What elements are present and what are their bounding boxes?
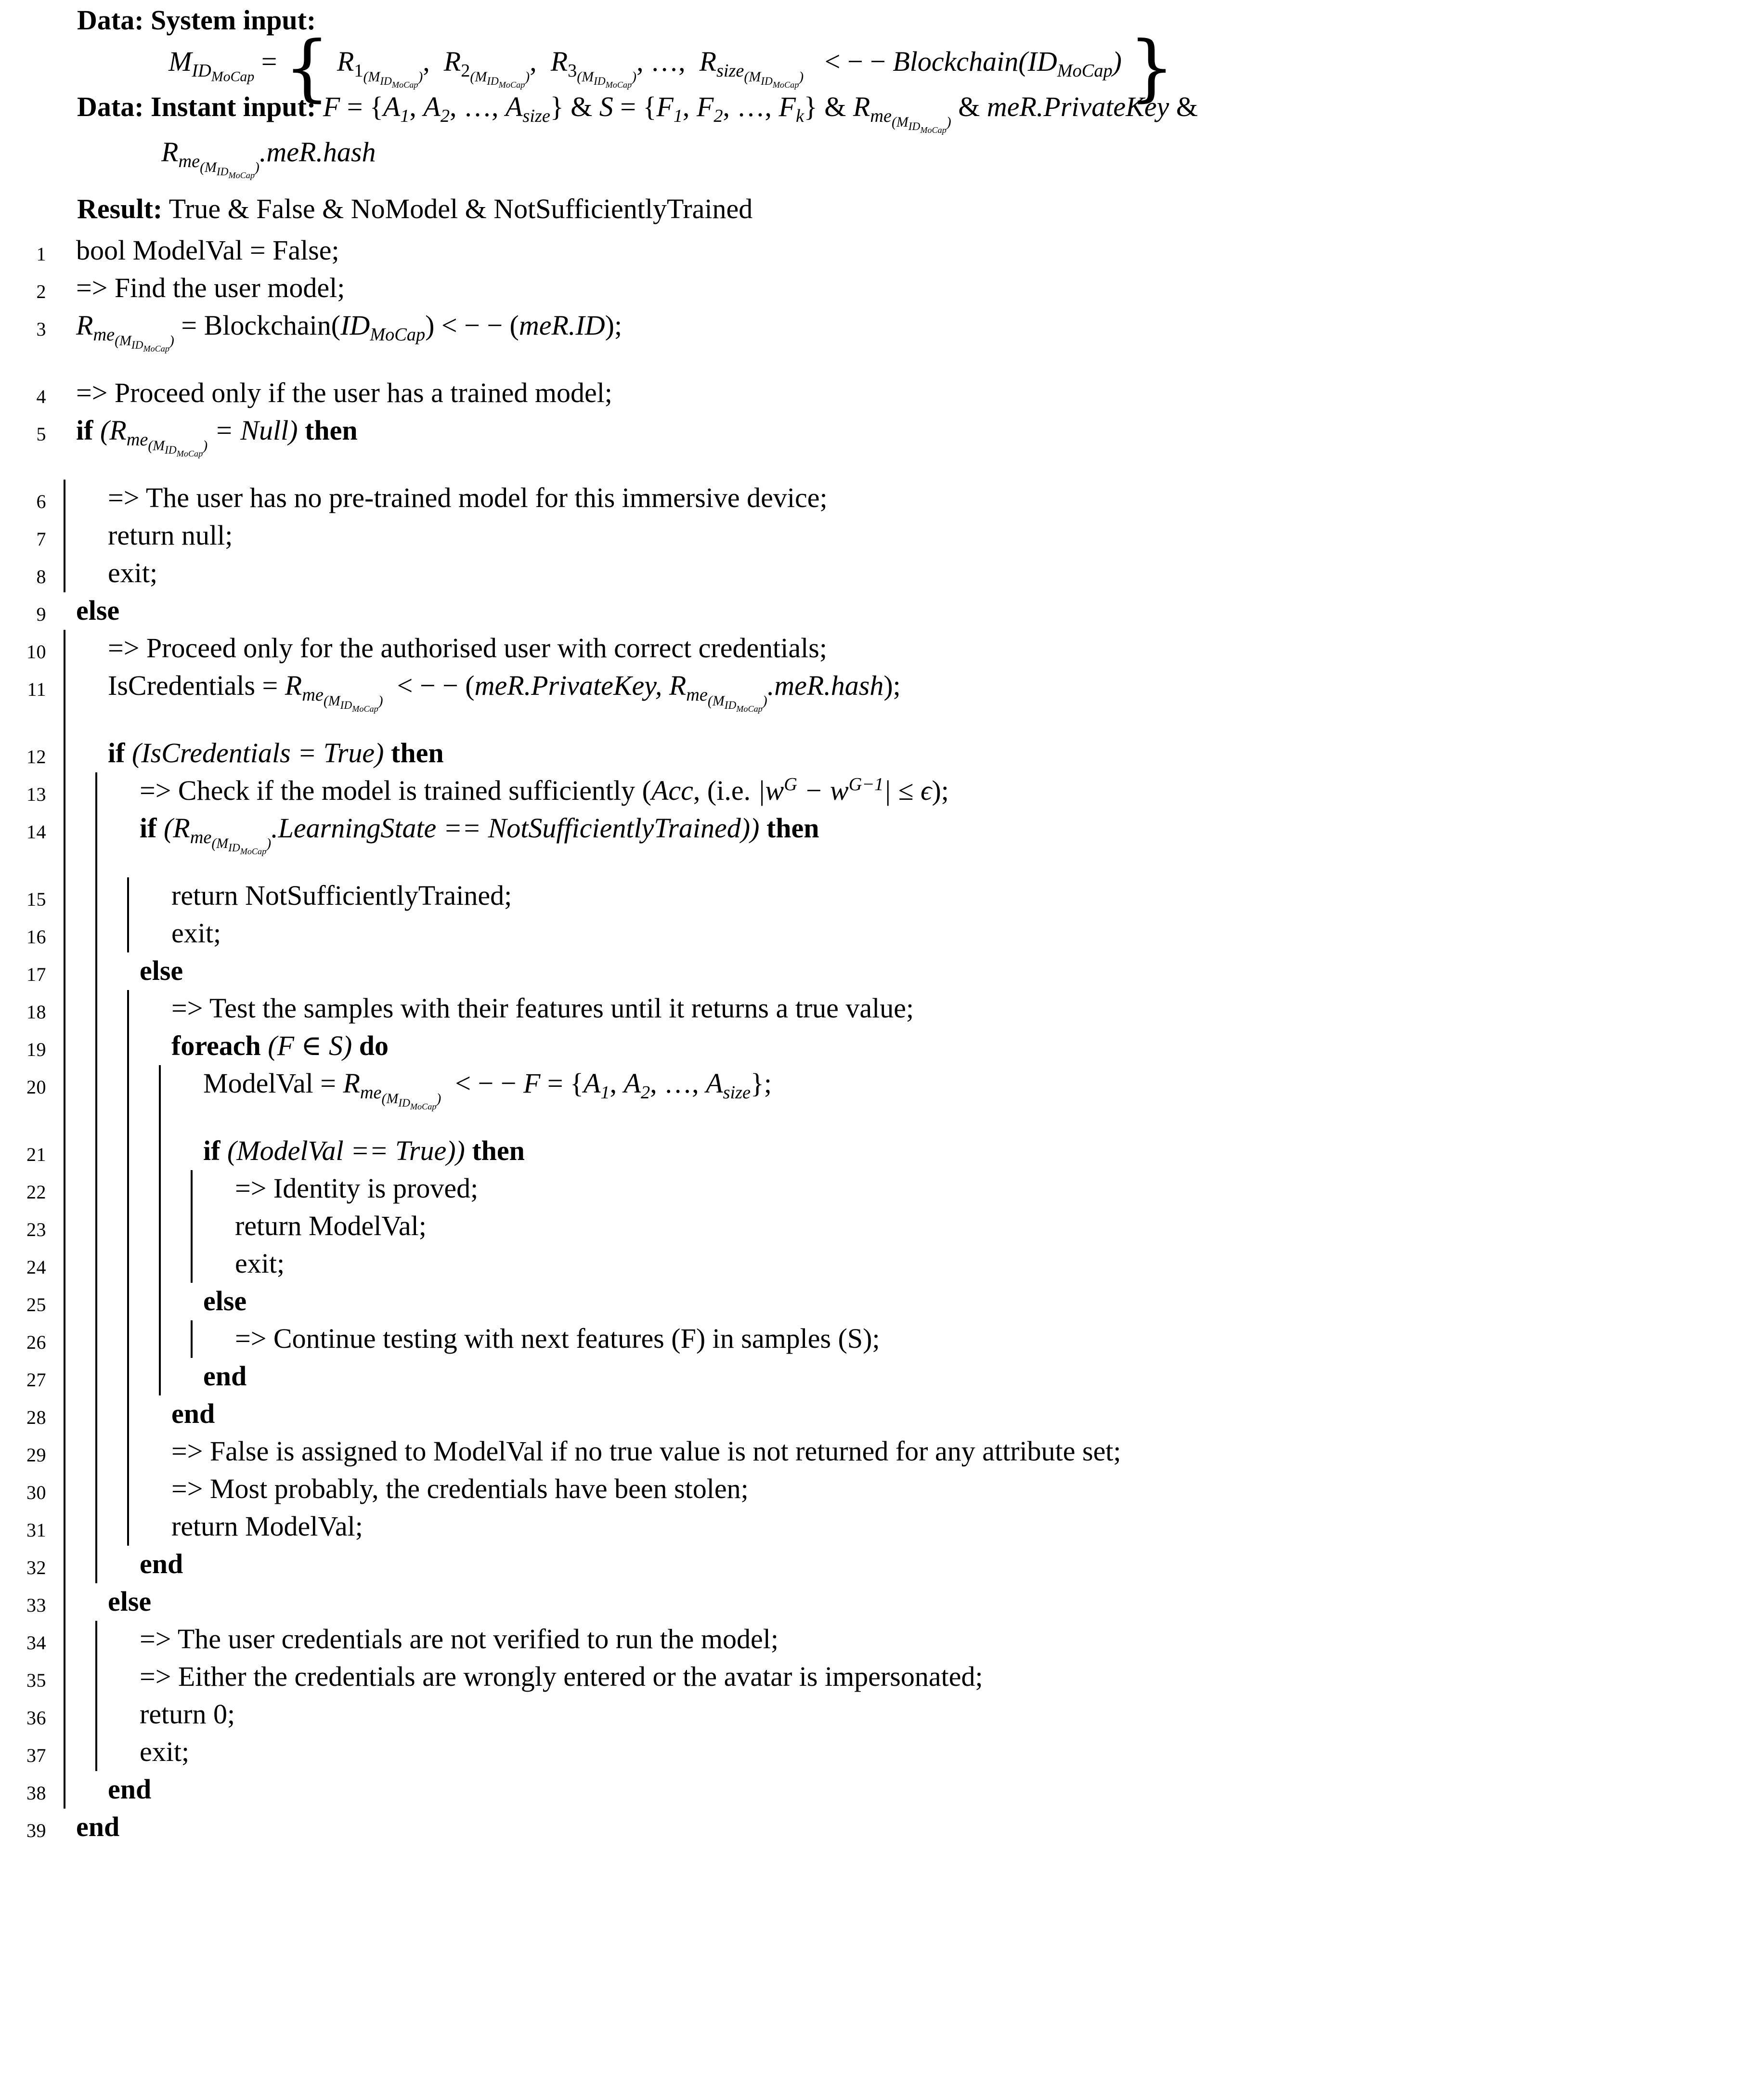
line-number: 20 bbox=[26, 1076, 46, 1098]
line-code bbox=[95, 1583, 1764, 1618]
line-number: 21 bbox=[26, 1144, 46, 1166]
indent-rail bbox=[64, 1696, 95, 1733]
false-assigned-text: False is assigned to ModelVal if no true value is not returned for any attribute set; bbox=[209, 1435, 1121, 1467]
line-number: 38 bbox=[26, 1782, 46, 1804]
algorithm-lines bbox=[0, 232, 1764, 1846]
line-number: 22 bbox=[26, 1181, 46, 1203]
arrow-glyph: => bbox=[171, 992, 203, 1024]
line-number: 39 bbox=[26, 1820, 46, 1842]
table-row bbox=[0, 810, 1764, 877]
table-row bbox=[0, 1433, 1764, 1471]
indent-rail bbox=[191, 1208, 222, 1245]
return-modelval-text: return ModelVal; bbox=[235, 1210, 427, 1242]
line-code: if (ModelVal == True)) then bbox=[203, 1135, 525, 1167]
kw-else: else bbox=[108, 1586, 152, 1617]
indent-rail bbox=[191, 1320, 222, 1358]
indent-rail bbox=[127, 1028, 159, 1065]
indent-rail bbox=[95, 1546, 127, 1583]
table-row bbox=[0, 877, 1764, 915]
line-number: 14 bbox=[26, 821, 46, 843]
result-line bbox=[77, 192, 1764, 226]
indent-rail bbox=[159, 1065, 191, 1133]
indent-rail bbox=[95, 810, 127, 877]
indent-rail bbox=[95, 1245, 127, 1283]
blockchain-text: Blockchain bbox=[204, 309, 331, 341]
line-code bbox=[95, 517, 1764, 552]
identity-proved-text: Identity is proved; bbox=[273, 1173, 479, 1204]
indent-rail bbox=[159, 1320, 191, 1358]
kw-else: else bbox=[76, 594, 120, 626]
result-text: True & False & NoModel & NotSufficientlyTrained bbox=[169, 193, 753, 224]
mer-id-text: meR.ID bbox=[519, 309, 605, 341]
indent-rail bbox=[95, 1208, 127, 1245]
arrow-glyph: => bbox=[140, 775, 171, 806]
indent-rail bbox=[95, 1358, 127, 1395]
table-row bbox=[0, 555, 1764, 592]
table-row bbox=[0, 232, 1764, 270]
table-row bbox=[0, 1028, 1764, 1065]
indent-rail bbox=[64, 1358, 95, 1395]
table-row bbox=[0, 1771, 1764, 1809]
indent-rail bbox=[95, 1133, 127, 1170]
indent-rail bbox=[64, 1320, 95, 1358]
kw-do: do bbox=[359, 1030, 389, 1062]
table-row bbox=[0, 270, 1764, 307]
table-row bbox=[0, 1621, 1764, 1658]
acc-word: Acc bbox=[651, 775, 693, 806]
line-number: 15 bbox=[26, 888, 46, 911]
line-code bbox=[159, 1395, 1764, 1430]
data-instant-input-continuation: $R_{me_{(M_{ID_{MoCap}})}}.meR.hash$ bbox=[161, 136, 376, 180]
indent-rail bbox=[64, 1065, 95, 1133]
indent-rail bbox=[95, 877, 127, 915]
kw-then: then bbox=[391, 737, 444, 769]
data-title-instant: Instant input: bbox=[151, 91, 316, 122]
modelval-text: ModelVal bbox=[203, 1068, 313, 1099]
line-code: foreach (F ∈ S) do bbox=[171, 1030, 389, 1062]
arrow-glyph: => bbox=[235, 1173, 267, 1204]
line-code bbox=[191, 1283, 1764, 1317]
table-row bbox=[0, 1809, 1764, 1846]
kw-then: then bbox=[305, 414, 358, 446]
check-trained-text: Check if the model is trained sufficiently ( bbox=[178, 775, 651, 806]
line-number: 6 bbox=[36, 490, 46, 512]
table-row bbox=[0, 772, 1764, 810]
null-word: Null bbox=[240, 414, 289, 446]
table-row bbox=[0, 1065, 1764, 1133]
line-number: 1 bbox=[36, 243, 46, 265]
line-code bbox=[222, 1245, 1764, 1280]
line-number: 29 bbox=[26, 1444, 46, 1466]
line-code bbox=[222, 1208, 1764, 1242]
kw-else: else bbox=[203, 1285, 247, 1317]
indent-rail bbox=[127, 1508, 159, 1546]
indent-rail bbox=[95, 1621, 127, 1658]
line-code: $R_{me_{(M_{ID_{MoCap}})}}$ = $Blockchain(ID_{MoCap})$ < − − (meR.ID); bbox=[76, 309, 623, 353]
line-number: 11 bbox=[27, 678, 46, 700]
indent-rail bbox=[64, 1283, 95, 1320]
data-title-system: System input: bbox=[151, 4, 316, 36]
indent-rail bbox=[95, 1696, 127, 1733]
line-code bbox=[159, 1471, 1764, 1505]
indent-rail bbox=[95, 1395, 127, 1433]
creds-wrong-text: Either the credentials are wrongly entered or the avatar is impersonated; bbox=[178, 1661, 983, 1693]
kw-then: then bbox=[766, 812, 819, 844]
line-code bbox=[64, 375, 1764, 409]
indent-rail bbox=[95, 952, 127, 990]
modelval-cond: ModelVal bbox=[236, 1135, 344, 1167]
table-row bbox=[0, 1471, 1764, 1508]
table-row bbox=[0, 735, 1764, 772]
arrow-glyph: => bbox=[140, 1661, 171, 1693]
indent-rail bbox=[127, 1395, 159, 1433]
indent-rail bbox=[64, 810, 95, 877]
learningstate-text: .LearningState bbox=[271, 812, 437, 844]
arrow-glyph: => bbox=[76, 272, 108, 303]
proceed-authorised-text: Proceed only for the authorised user with correct credentials; bbox=[146, 632, 827, 664]
table-row bbox=[0, 480, 1764, 517]
mer-hash-text: meR.hash bbox=[774, 669, 884, 701]
kw-then: then bbox=[472, 1135, 525, 1167]
line-number: 7 bbox=[36, 528, 46, 550]
table-row bbox=[0, 592, 1764, 630]
kw-end: end bbox=[76, 1811, 120, 1843]
line-number: 16 bbox=[26, 926, 46, 948]
line-number: 5 bbox=[36, 423, 46, 445]
line-number: 37 bbox=[26, 1745, 46, 1767]
result-label: Result: bbox=[77, 193, 163, 224]
line-number: 13 bbox=[26, 783, 46, 805]
table-row bbox=[0, 990, 1764, 1028]
line-number: 2 bbox=[36, 280, 46, 302]
indent-rail bbox=[64, 1028, 95, 1065]
indent-rail bbox=[191, 1170, 222, 1208]
indent-rail bbox=[95, 1028, 127, 1065]
table-row bbox=[0, 630, 1764, 667]
indent-rail bbox=[159, 1283, 191, 1320]
indent-rail bbox=[64, 735, 95, 772]
indent-rail bbox=[127, 1433, 159, 1471]
table-row bbox=[0, 517, 1764, 555]
kw-end: end bbox=[171, 1398, 215, 1430]
indent-rail bbox=[64, 1395, 95, 1433]
line-code bbox=[64, 592, 1764, 627]
line-number: 19 bbox=[26, 1039, 46, 1061]
line-code: IsCredentials = $R_{me_{(M_{ID_{MoCap}})}}$ < − − (meR.PrivateKey, $R_{me_{(M_{ID_{MoCap}})}}.meR.hash$); bbox=[108, 669, 901, 714]
line-code bbox=[64, 1809, 1764, 1843]
indent-rail bbox=[127, 915, 159, 952]
table-row bbox=[0, 1546, 1764, 1583]
line-number: 26 bbox=[26, 1331, 46, 1354]
table-row bbox=[0, 1696, 1764, 1733]
indent-rail bbox=[95, 1320, 127, 1358]
line-number: 10 bbox=[26, 640, 46, 663]
kw-foreach: foreach bbox=[171, 1030, 261, 1062]
arrow-glyph: => bbox=[140, 1623, 171, 1655]
line-code bbox=[159, 915, 1764, 950]
line-code: if ($R_{me_{(M_{ID_{MoCap}})}}$ = Null) then bbox=[76, 414, 358, 458]
indent-rail bbox=[159, 1245, 191, 1283]
indent-rail bbox=[127, 1283, 159, 1320]
table-row bbox=[0, 1733, 1764, 1771]
test-samples-text: Test the samples with their features until it returns a true value; bbox=[209, 992, 914, 1024]
indent-rail bbox=[127, 1358, 159, 1395]
indent-rail bbox=[95, 1733, 127, 1771]
most-probably-text: Most probably, the credentials have been stolen; bbox=[209, 1473, 749, 1505]
line-number: 31 bbox=[26, 1519, 46, 1541]
line-code bbox=[127, 1733, 1764, 1768]
exit-text: exit; bbox=[140, 1736, 190, 1768]
ie-word: , (i.e. bbox=[693, 775, 758, 806]
bool-modelval-text: bool ModelVal = False; bbox=[76, 234, 339, 266]
table-row bbox=[0, 1245, 1764, 1283]
nst-word: NotSufficientlyTrained bbox=[488, 812, 741, 844]
indent-rail bbox=[95, 915, 127, 952]
indent-rail bbox=[95, 1170, 127, 1208]
line-number: 32 bbox=[26, 1557, 46, 1579]
line-number: 24 bbox=[26, 1256, 46, 1278]
line-number: 23 bbox=[26, 1219, 46, 1241]
kw-if: if bbox=[108, 737, 125, 769]
line-code bbox=[95, 555, 1764, 589]
indent-rail bbox=[64, 1508, 95, 1546]
indent-rail bbox=[95, 1283, 127, 1320]
kw-if: if bbox=[203, 1135, 220, 1167]
iscredentials-cond: IsCredentials bbox=[141, 737, 291, 769]
line-code bbox=[95, 630, 1764, 665]
indent-rail bbox=[95, 1065, 127, 1133]
kw-end: end bbox=[203, 1360, 247, 1392]
table-row bbox=[0, 412, 1764, 480]
line-code bbox=[127, 1546, 1764, 1580]
indent-rail bbox=[159, 1133, 191, 1170]
continue-testing-text: Continue testing with next features (F) in samples (S); bbox=[273, 1323, 880, 1355]
line-number: 3 bbox=[36, 318, 46, 340]
line-number: 30 bbox=[26, 1482, 46, 1504]
line-code bbox=[159, 1508, 1764, 1543]
line-number: 12 bbox=[26, 746, 46, 768]
kw-else: else bbox=[140, 955, 183, 987]
indent-rail bbox=[127, 1471, 159, 1508]
exit-text: exit; bbox=[235, 1248, 285, 1279]
line-number: 25 bbox=[26, 1294, 46, 1316]
system-input-equation: $M_{ID_{MoCap}}$ = { $R_{1_{(M_{ID_{MoCap}})}}$, $R_{2_{(M_{ID_{MoCap}})}}$, $R_{3_{(M_{ID_{MoCap}})}}$, …, $R_{size_{(M_{ID_{MoCap}})}}$ < − − $Blockchain(ID_{MoCap})$ } bbox=[169, 26, 1175, 110]
kw-if: if bbox=[140, 812, 157, 844]
indent-rail bbox=[64, 952, 95, 990]
mer-privatekey-text: meR.PrivateKey bbox=[474, 669, 655, 701]
no-pretrained-text: The user has no pre-trained model for this immersive device; bbox=[145, 482, 828, 513]
indent-rail bbox=[127, 1208, 159, 1245]
line-number: 18 bbox=[26, 1001, 46, 1023]
indent-rail bbox=[95, 772, 127, 810]
indent-rail bbox=[64, 990, 95, 1028]
indent-rail bbox=[64, 1245, 95, 1283]
line-code bbox=[95, 1771, 1764, 1806]
line-code bbox=[159, 990, 1764, 1025]
indent-rail bbox=[64, 1208, 95, 1245]
arrow-glyph: => bbox=[108, 482, 140, 513]
arrow-glyph: => bbox=[171, 1473, 203, 1505]
table-row bbox=[0, 667, 1764, 735]
line-number: 34 bbox=[26, 1632, 46, 1654]
data-label-system: Data: bbox=[77, 4, 144, 36]
line-code: => Check if the model is trained sufficiently (Acc, (i.e. $|w^G - w^{G-1}| \le \epsilon$); bbox=[140, 774, 949, 806]
table-row bbox=[0, 1583, 1764, 1621]
line-code bbox=[222, 1170, 1764, 1205]
line-number: 28 bbox=[26, 1407, 46, 1429]
indent-rail bbox=[64, 1621, 95, 1658]
arrow-glyph: => bbox=[76, 377, 108, 408]
line-number: 17 bbox=[26, 964, 46, 986]
line-code bbox=[127, 1621, 1764, 1655]
indent-rail bbox=[191, 1245, 222, 1283]
indent-rail bbox=[64, 630, 95, 667]
indent-rail bbox=[64, 1546, 95, 1583]
iscredentials-text: IsCredentials bbox=[108, 669, 256, 701]
table-row bbox=[0, 1208, 1764, 1245]
arrow-glyph: => bbox=[235, 1323, 267, 1355]
line-code bbox=[127, 952, 1764, 987]
return-nst-text: return NotSufficientlyTrained; bbox=[171, 880, 512, 912]
indent-rail bbox=[159, 1170, 191, 1208]
line-code bbox=[127, 1696, 1764, 1731]
indent-rail bbox=[95, 1658, 127, 1696]
data-system-input-line bbox=[77, 3, 1764, 38]
table-row bbox=[0, 952, 1764, 990]
line-code: if ($R_{me_{(M_{ID_{MoCap}})}}.LearningState$ == NotSufficientlyTrained)) then bbox=[140, 812, 819, 857]
indent-rail bbox=[64, 1433, 95, 1471]
line-code bbox=[95, 480, 1764, 514]
line-number: 35 bbox=[26, 1669, 46, 1692]
line-code bbox=[159, 1433, 1764, 1468]
indent-rail bbox=[95, 990, 127, 1028]
line-code bbox=[191, 1358, 1764, 1393]
indent-rail bbox=[159, 1358, 191, 1395]
line-number: 4 bbox=[36, 385, 46, 407]
return-modelval-text: return ModelVal; bbox=[171, 1511, 363, 1542]
line-code bbox=[127, 1658, 1764, 1693]
kw-end: end bbox=[108, 1773, 152, 1805]
line-number: 27 bbox=[26, 1369, 46, 1391]
kw-end: end bbox=[140, 1548, 183, 1580]
indent-rail bbox=[127, 1245, 159, 1283]
data-instant-input-line: Data: Instant input: $F = \{A_1$, $A_2$, …, $A_{size}$} & $S = \{F_1$, $F_2$, …, $F_k$} & $R_{me_{(M_{ID_{MoCap}})}}$ & meR.PrivateKey & bbox=[77, 91, 1198, 135]
table-row bbox=[0, 1283, 1764, 1320]
table-row bbox=[0, 1320, 1764, 1358]
arrow-glyph: => bbox=[108, 632, 140, 664]
indent-rail bbox=[127, 1065, 159, 1133]
exit-text: exit; bbox=[171, 917, 221, 949]
indent-rail bbox=[64, 480, 95, 517]
table-row bbox=[0, 1395, 1764, 1433]
indent-rail bbox=[127, 990, 159, 1028]
line-code: if (IsCredentials = True) then bbox=[108, 737, 444, 769]
proceed-trained-text: Proceed only if the user has a trained model; bbox=[114, 377, 612, 408]
line-code: ModelVal = $R_{me_{(M_{ID_{MoCap}})}}$ < − − $F = \{A_1$, $A_2$, …, $A_{size}$}; bbox=[203, 1068, 772, 1112]
line-code bbox=[222, 1320, 1764, 1355]
table-row bbox=[0, 375, 1764, 412]
find-user-model-text: Find the user model; bbox=[114, 272, 345, 303]
table-row bbox=[0, 1658, 1764, 1696]
table-row bbox=[0, 307, 1764, 375]
indent-rail bbox=[64, 667, 95, 735]
table-row bbox=[0, 1508, 1764, 1546]
line-number: 33 bbox=[26, 1594, 46, 1616]
indent-rail bbox=[159, 1208, 191, 1245]
indent-rail bbox=[127, 1133, 159, 1170]
line-code bbox=[159, 877, 1764, 912]
true-word: True bbox=[323, 737, 375, 769]
indent-rail bbox=[64, 915, 95, 952]
indent-rail bbox=[64, 1133, 95, 1170]
kw-if: if bbox=[76, 414, 93, 446]
table-row bbox=[0, 1170, 1764, 1208]
indent-rail bbox=[127, 877, 159, 915]
indent-rail bbox=[64, 1583, 95, 1621]
indent-rail bbox=[64, 1733, 95, 1771]
indent-rail bbox=[127, 1320, 159, 1358]
indent-rail bbox=[64, 877, 95, 915]
line-number: 36 bbox=[26, 1707, 46, 1729]
return-null-text: return null; bbox=[108, 519, 233, 551]
indent-rail bbox=[127, 1170, 159, 1208]
arrow-glyph: => bbox=[171, 1435, 203, 1467]
line-code bbox=[64, 270, 1764, 304]
indent-rail bbox=[95, 1433, 127, 1471]
line-number: 9 bbox=[36, 603, 46, 625]
indent-rail bbox=[64, 772, 95, 810]
indent-rail bbox=[64, 517, 95, 555]
creds-not-verified-text: The user credentials are not verified to run the model; bbox=[177, 1623, 779, 1655]
indent-rail bbox=[95, 1471, 127, 1508]
indent-rail bbox=[95, 1508, 127, 1546]
true-word: True bbox=[395, 1135, 447, 1167]
line-code bbox=[64, 232, 1764, 267]
table-row bbox=[0, 915, 1764, 952]
line-number: 8 bbox=[36, 565, 46, 587]
algorithm-header bbox=[0, 0, 1764, 226]
indent-rail bbox=[64, 1170, 95, 1208]
indent-rail bbox=[64, 1471, 95, 1508]
return-zero-text: return 0; bbox=[140, 1698, 235, 1730]
exit-text: exit; bbox=[108, 557, 158, 588]
table-row bbox=[0, 1358, 1764, 1395]
indent-rail bbox=[64, 555, 95, 592]
table-row bbox=[0, 1133, 1764, 1170]
indent-rail bbox=[64, 1658, 95, 1696]
indent-rail bbox=[64, 1771, 95, 1809]
data-label-instant: Data: bbox=[77, 91, 144, 122]
